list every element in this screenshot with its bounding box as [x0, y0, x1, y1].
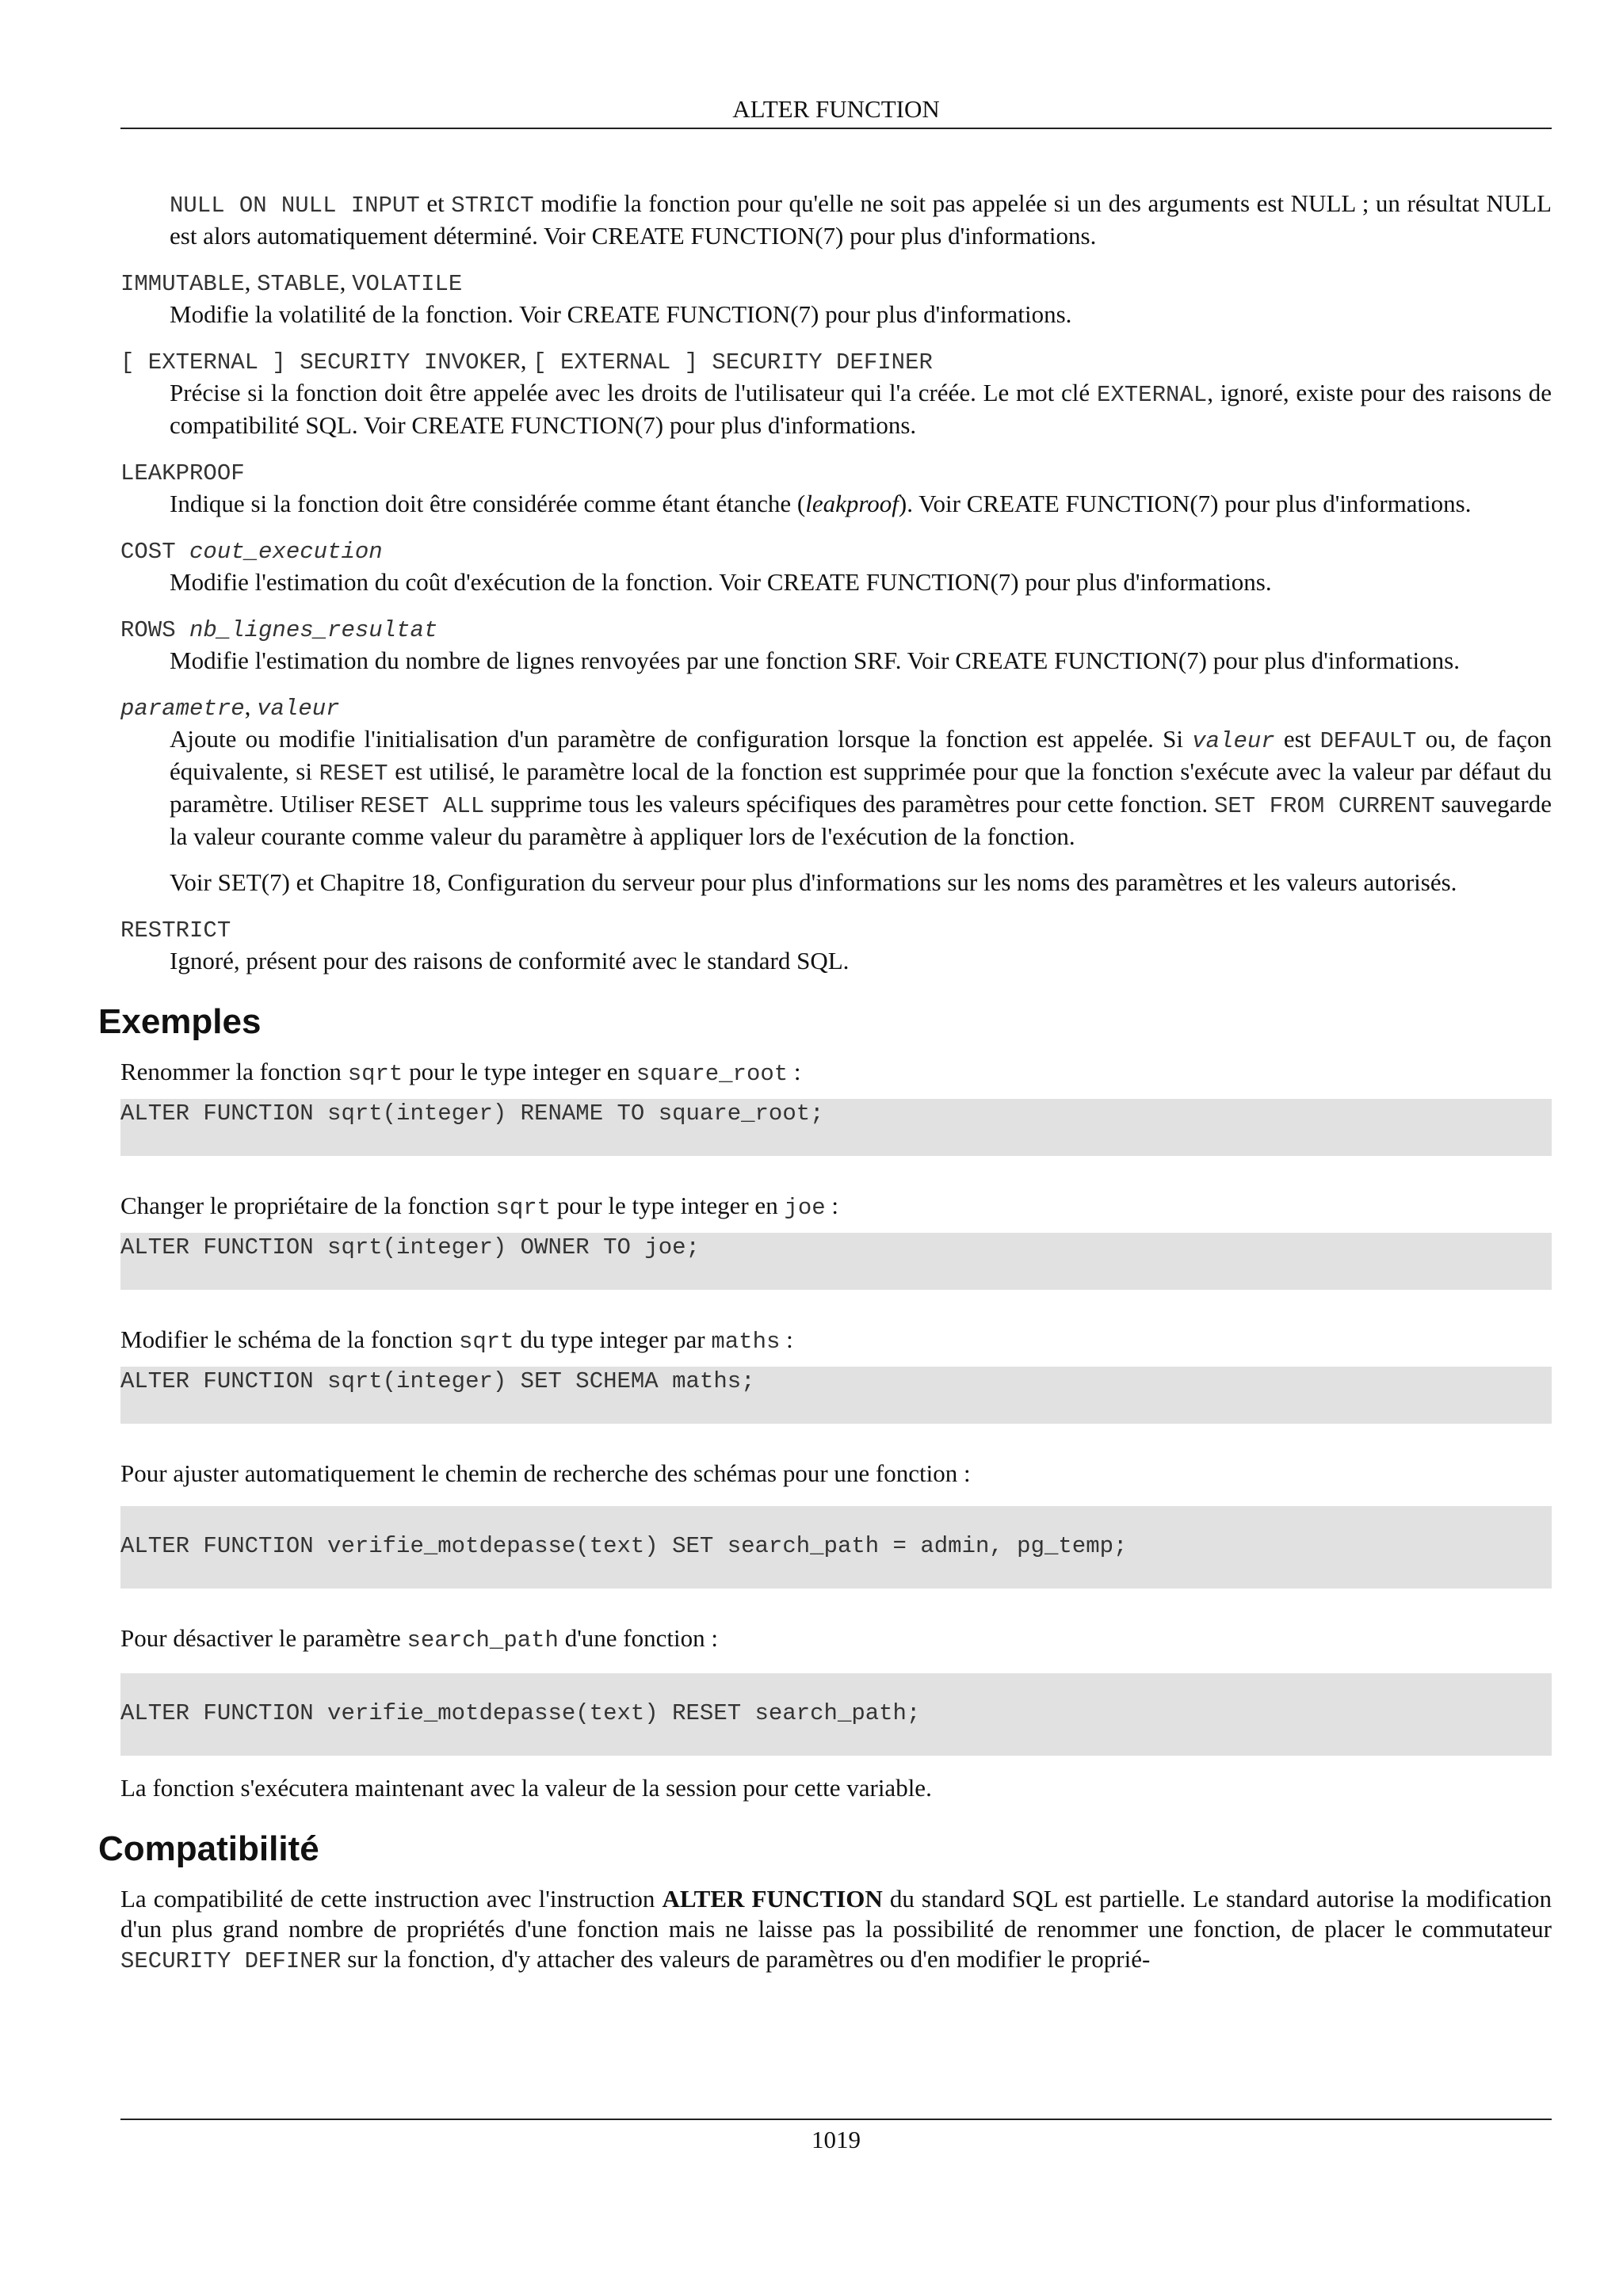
entry-term: parametre, valeur — [120, 692, 340, 722]
definition-text: Indique si la fonction doit être considérée comme étant étanche (leakproof). Voir CREATE FUNCTION(7) pour plus d'informations. — [170, 490, 1472, 517]
entry-null-input — [120, 189, 1552, 251]
code-block: ALTER FUNCTION sqrt(integer) RENAME TO square_root; — [120, 1099, 1552, 1156]
code-block: ALTER FUNCTION sqrt(integer) OWNER TO joe; — [120, 1233, 1552, 1290]
entry-definition — [170, 299, 1552, 330]
entry-term: [ EXTERNAL ] SECURITY INVOKER, [ EXTERNAL ] SECURITY DEFINER — [120, 346, 933, 376]
code-block: ALTER FUNCTION verifie_motdepasse(text) SET search_path = admin, pg_temp; — [120, 1506, 1552, 1589]
definition-text: Modifie la volatilité de la fonction. Voir CREATE FUNCTION(7) pour plus d'informations. — [170, 300, 1072, 328]
entry-leakproof — [120, 456, 1552, 519]
example-intro: Changer le propriétaire de la fonction sqrt pour le type integer en joe : — [120, 1192, 839, 1221]
entry-definition — [170, 724, 1552, 898]
definition-text: Ajoute ou modifie l'initialisation d'un paramètre de configuration lorsque la fonction est appelée. Si valeur est DEFAULT ou, de façon équivalente, si RESET est utilisé, le paramètre local de la fonction est supprimée pour que la fonction s'exécute avec la valeur par défaut du paramètre. Utiliser RESET ALL supprime tous les valeurs spécifiques des paramètres pour cette fonction. SET FROM CURRENT sauvegarde la valeur courante comme valeur du paramètre à appliquer lors de l'exécution de la fonction. — [170, 725, 1552, 850]
page-content — [98, 189, 1552, 1977]
definition-text: Ignoré, présent pour des raisons de conformité avec le standard SQL. — [170, 947, 850, 974]
entry-security — [120, 345, 1552, 441]
entry-restrict — [120, 913, 1552, 976]
section-heading-exemples: Exemples — [98, 1002, 262, 1041]
entry-term: COST cout_execution — [120, 539, 383, 565]
definition-text: Précise si la fonction doit être appelée avec les droits de l'utilisateur qui l'a créée. Le mot clé EXTERNAL, ignoré, existe pour des raisons de compatibilité SQL. Voir CREATE FUNCTION(7) pour plus d'informations. — [170, 379, 1552, 439]
entry-term: ROWS nb_lignes_resultat — [120, 617, 438, 643]
code-block: ALTER FUNCTION verifie_motdepasse(text) RESET search_path; — [120, 1673, 1552, 1756]
example-intro: Pour ajuster automatiquement le chemin de recherche des schémas pour une fonction : — [120, 1459, 971, 1487]
definition-text: Voir SET(7) et Chapitre 18, Configuration du serveur pour plus d'informations sur les noms des paramètres et les valeurs autorisés. — [170, 868, 1457, 896]
header-rule — [120, 128, 1552, 129]
entry-definition — [170, 378, 1552, 441]
definition-text: NULL ON NULL INPUT et STRICT modifie la fonction pour qu'elle ne soit pas appelée si un des arguments est NULL ; un résultat NULL est alors automatiquement déterminé. Voir CREATE FUNCTION(7) pour plus d'informations. — [170, 189, 1552, 250]
entry-rows — [120, 613, 1552, 676]
definition-text: Modifie l'estimation du coût d'exécution de la fonction. Voir CREATE FUNCTION(7) pour plus d'informations. — [170, 568, 1272, 596]
example-intro: Pour désactiver le paramètre search_path d'une fonction : — [120, 1624, 718, 1653]
code-term: STRICT — [451, 193, 534, 219]
page-number: 1019 — [812, 2126, 861, 2153]
entry-volatility — [120, 267, 1552, 330]
entry-definition — [170, 946, 1552, 976]
code-term: NULL ON NULL INPUT — [170, 193, 420, 219]
section-heading-compatibilite: Compatibilité — [98, 1829, 319, 1868]
entry-term: LEAKPROOF — [120, 460, 245, 486]
entry-definition — [170, 646, 1552, 676]
entry-term: RESTRICT — [120, 917, 231, 944]
footer-rule — [120, 2119, 1552, 2120]
example-intro: Renommer la fonction sqrt pour le type integer en square_root : — [120, 1058, 801, 1087]
definition-text: Modifie l'estimation du nombre de lignes renvoyées par une fonction SRF. Voir CREATE FUNCTION(7) pour plus d'informations. — [170, 646, 1460, 674]
example-intro: Modifier le schéma de la fonction sqrt du type integer par maths : — [120, 1325, 793, 1355]
running-header: ALTER FUNCTION — [732, 95, 940, 123]
entry-definition — [170, 189, 1552, 251]
code-block: ALTER FUNCTION sqrt(integer) SET SCHEMA maths; — [120, 1367, 1552, 1424]
entry-definition — [170, 489, 1552, 519]
entry-term: IMMUTABLE, STABLE, VOLATILE — [120, 268, 463, 297]
entry-parametre — [120, 692, 1552, 898]
entry-definition — [170, 567, 1552, 597]
example-closing: La fonction s'exécutera maintenant avec la valeur de la session pour cette variable. — [120, 1774, 932, 1802]
compatibility-text: La compatibilité de cette instruction avec l'instruction ALTER FUNCTION du standard SQL est partielle. Le standard autorise la modification d'un plus grand nombre de propriétés d'une fonction mais ne laisse pas la possibilité de renommer une fonction, de placer le commutateur SECURITY DEFINER sur la fonction, d'y attacher des valeurs de paramètres ou d'en modifier le proprié- — [120, 1885, 1552, 1974]
entry-cost — [120, 535, 1552, 597]
